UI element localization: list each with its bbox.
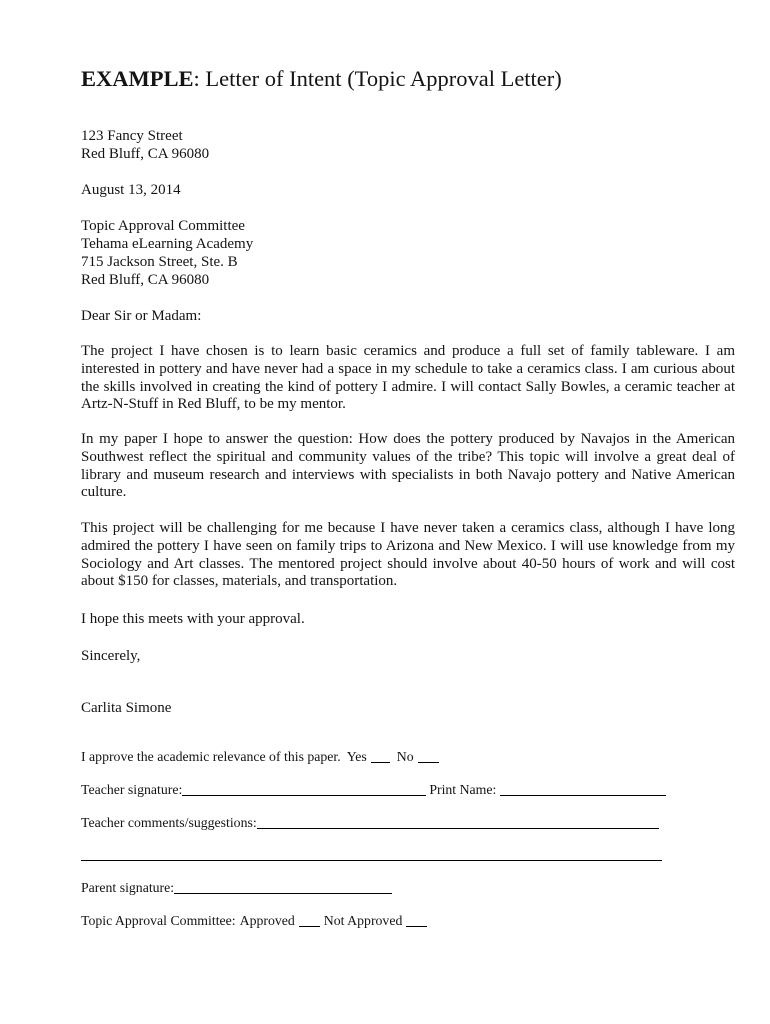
paragraph-line: admired the pottery I have seen on family trips to Arizona and New Mexico. I will use knowledge from my [81, 537, 735, 554]
paragraph-line: In my paper I hope to answer the question: How does the pottery produced by Navajos in the American [81, 431, 735, 447]
no-blank[interactable] [418, 762, 439, 763]
teacher-comments-label: Teacher comments/suggestions: [81, 815, 257, 830]
body-paragraph [81, 343, 735, 414]
no-label: No [396, 749, 414, 764]
print-name-field[interactable] [500, 795, 666, 796]
title-text: : Letter of Intent (Topic Approval Letter) [193, 66, 562, 91]
teacher-comments-field[interactable] [257, 828, 659, 829]
sender-address [81, 127, 735, 163]
salutation: Dear Sir or Madam: [81, 308, 202, 324]
body-paragraph [81, 520, 735, 591]
signer-name: Carlita Simone [81, 700, 172, 716]
teacher-comments-row [81, 815, 659, 831]
approval-statement-row [81, 749, 439, 765]
sender-address-line: 123 Fancy Street [81, 128, 183, 144]
paragraph-line: about $150 for classes, materials, and transportation. [81, 573, 398, 590]
body-paragraph [81, 431, 735, 502]
closing-sentence: I hope this meets with your approval. [81, 611, 305, 627]
recipient-address [81, 217, 735, 289]
paragraph-line: library and museum research and interviews with specialists in both Navajo pottery and Native American [81, 466, 735, 483]
yes-label: Yes [346, 749, 367, 764]
print-name-label: Print Name: [429, 782, 497, 797]
letter-date: August 13, 2014 [81, 182, 181, 198]
yes-blank[interactable] [371, 762, 390, 763]
sender-address-line: Red Bluff, CA 96080 [81, 146, 210, 162]
recipient-address-line: 715 Jackson Street, Ste. B [81, 254, 238, 270]
paragraph-line: Southwest reflect the spiritual and community values of the tribe? This topic will involve a great deal of [81, 448, 735, 465]
parent-signature-label: Parent signature: [81, 880, 175, 895]
paragraph-line: The project I have chosen is to learn basic ceramics and produce a full set of family tableware. I am [81, 343, 735, 359]
paragraph-line: Artz-N-Stuff in Red Bluff, to be my mentor. [81, 396, 346, 413]
not-approved-label: Not Approved [323, 913, 403, 928]
teacher-signature-field[interactable] [182, 795, 426, 796]
letter-title [81, 66, 562, 92]
approved-blank[interactable] [299, 926, 320, 927]
paragraph-line: This project will be challenging for me because I have never taken a ceramics class, although I have long [81, 520, 735, 536]
recipient-address-line: Topic Approval Committee [81, 218, 245, 234]
teacher-signature-label: Teacher signature: [81, 782, 183, 797]
committee-label: Topic Approval Committee: [81, 913, 236, 928]
teacher-signature-row [81, 782, 666, 798]
paragraph-line: interested in pottery and have never had a space in my schedule to take a ceramics class. I am curious about [81, 360, 735, 377]
recipient-address-line: Red Bluff, CA 96080 [81, 272, 210, 288]
not-approved-blank[interactable] [406, 926, 427, 927]
recipient-address-line: Tehama eLearning Academy [81, 236, 254, 252]
paragraph-line: culture. [81, 484, 127, 501]
approved-label: Approved [239, 913, 295, 928]
valediction: Sincerely, [81, 648, 141, 664]
teacher-comments-extra-line[interactable] [81, 860, 662, 861]
committee-decision-row [81, 913, 427, 929]
approval-statement: I approve the academic relevance of this paper. [81, 749, 341, 764]
paragraph-line: Sociology and Art classes. The mentored project should involve about 40-50 hours of work and will cost [81, 555, 735, 572]
paragraph-line: the skills involved in creating the kind of pottery I admire. I will contact Sally Bowles, a ceramic teacher at [81, 378, 735, 395]
parent-signature-row [81, 880, 392, 896]
parent-signature-field[interactable] [174, 893, 392, 894]
title-example-label: EXAMPLE [81, 66, 194, 91]
